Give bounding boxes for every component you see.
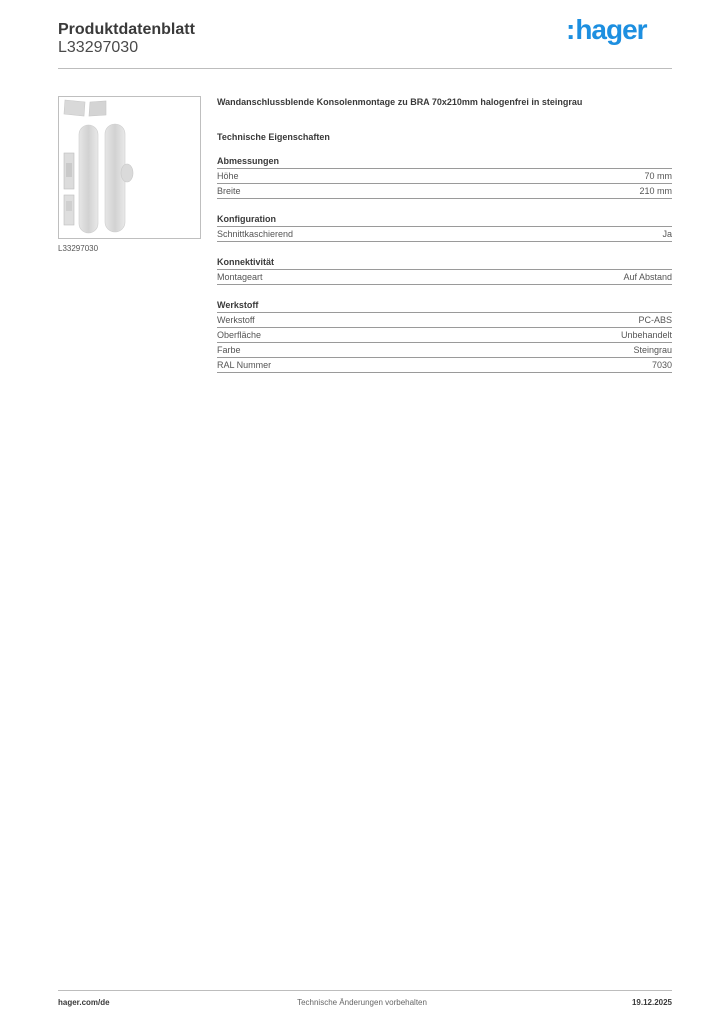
product-description: Wandanschlussblende Konsolenmontage zu BRA 70x210mm halogenfrei in steingrau — [217, 97, 583, 107]
property-label: RAL Nummer — [217, 360, 272, 370]
property-row — [217, 358, 672, 373]
property-value: PC-ABS — [638, 315, 672, 325]
product-illustration-icon — [59, 97, 200, 238]
section-dimensions — [217, 155, 672, 199]
property-label: Farbe — [217, 345, 241, 355]
section-title: Konfiguration — [217, 213, 672, 227]
property-label: Schnittkaschierend — [217, 229, 294, 239]
section-title: Abmessungen — [217, 155, 672, 169]
property-value: Unbehandelt — [620, 330, 672, 340]
footer-website-link[interactable]: hager.com/de — [58, 998, 110, 1007]
property-label: Höhe — [217, 171, 239, 181]
logo-colon-icon: : — [566, 14, 575, 45]
property-label: Werkstoff — [217, 315, 255, 325]
property-row — [217, 184, 672, 199]
section-configuration — [217, 213, 672, 242]
property-label: Oberfläche — [217, 330, 262, 340]
logo-text: hager — [575, 14, 647, 45]
property-value: 70 mm — [644, 171, 672, 181]
product-number: L33297030 — [58, 39, 139, 56]
property-row — [217, 313, 672, 328]
property-row — [217, 328, 672, 343]
product-image-caption: L33297030 — [58, 244, 99, 253]
footer-divider — [58, 990, 672, 991]
product-details — [217, 96, 672, 373]
property-label: Breite — [217, 186, 241, 196]
footer-date: 19.12.2025 — [631, 998, 672, 1007]
property-row — [217, 270, 672, 285]
section-connectivity — [217, 256, 672, 285]
property-value: Steingrau — [633, 345, 672, 355]
section-title: Konnektivität — [217, 256, 672, 270]
property-value: 7030 — [651, 360, 672, 370]
section-material — [217, 299, 672, 373]
property-label: Montageart — [217, 272, 263, 282]
header-divider — [58, 68, 672, 69]
technical-properties-heading: Technische Eigenschaften — [217, 132, 330, 142]
section-title: Werkstoff — [217, 299, 672, 313]
property-value: 210 mm — [639, 186, 672, 196]
property-row — [217, 343, 672, 358]
footer-notice: Technische Änderungen vorbehalten — [297, 998, 427, 1007]
product-image — [58, 96, 201, 239]
page-title: Produktdatenblatt — [58, 21, 195, 38]
property-row — [217, 169, 672, 184]
property-row — [217, 227, 672, 242]
hager-logo — [566, 14, 647, 46]
property-value: Ja — [662, 229, 672, 239]
property-value: Auf Abstand — [623, 272, 672, 282]
